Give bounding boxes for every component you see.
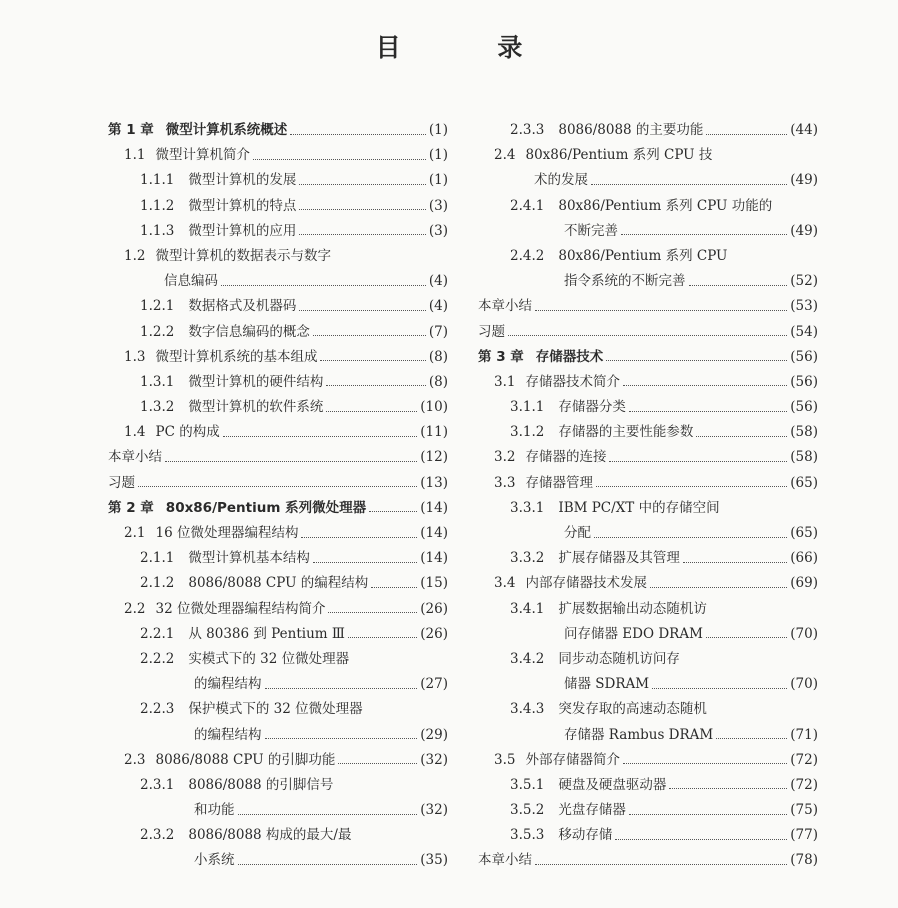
dot-leader: [265, 687, 418, 689]
toc-entry-number: 2.4.1: [510, 197, 545, 214]
toc-entry-number: 3.5.3: [510, 827, 545, 844]
toc-entry-number: 3.3.1: [510, 499, 545, 516]
toc-entry-page: (52): [790, 273, 818, 290]
toc-entry-label: 本章小结: [478, 852, 532, 869]
toc-entry-page: (26): [420, 625, 448, 642]
toc-entry[interactable]: [478, 219, 818, 244]
toc-entry[interactable]: [108, 219, 448, 244]
toc-entry-number: 3.5: [494, 751, 516, 768]
dot-leader: [683, 561, 787, 563]
toc-entry-label: 从 80386 到 Pentium Ⅲ: [188, 625, 345, 642]
toc-entry-label: 扩展数据输出动态随机访: [558, 600, 707, 617]
toc-entry-page: (78): [790, 852, 818, 869]
dot-leader: [369, 510, 417, 512]
toc-entry-label: 突发存取的高速动态随机: [558, 701, 707, 718]
toc-entry-page: (53): [790, 298, 818, 315]
dot-leader: [508, 334, 787, 336]
toc-entry-label: 存储器 Rambus DRAM: [564, 726, 714, 743]
toc-entry-label: 微型计算机系统的基本组成: [155, 348, 318, 365]
toc-entry-label: 微型计算机系统概述: [165, 122, 288, 138]
toc-entry-page: (1): [428, 172, 448, 189]
dot-leader: [594, 536, 787, 538]
dot-leader: [221, 284, 426, 286]
toc-entry-number: 2.3: [124, 751, 146, 768]
toc-entry-page: (56): [790, 399, 818, 416]
toc-entry-number: 第 3 章: [478, 348, 524, 365]
toc-entry-page: (3): [428, 222, 448, 239]
toc-entry[interactable]: [478, 798, 818, 823]
toc-entry[interactable]: [108, 597, 448, 622]
toc-entry-page: (77): [790, 827, 818, 844]
toc-entry-page: (14): [420, 525, 448, 541]
toc-entry[interactable]: [108, 848, 448, 873]
toc-entry[interactable]: [108, 168, 448, 193]
toc-entry-number: 1.2: [124, 247, 146, 264]
toc-entry[interactable]: [108, 294, 448, 319]
toc-entry-label: 实模式下的 32 位微处理器: [188, 650, 350, 667]
toc-entry-page: (65): [790, 525, 818, 541]
toc-entry-label: 微型计算机基本结构: [188, 550, 310, 567]
dot-leader: [328, 611, 417, 613]
toc-entry-number: 2.3.2: [140, 827, 175, 844]
toc-entry[interactable]: [108, 773, 448, 798]
toc-entry[interactable]: [108, 798, 448, 823]
toc-entry-label: 问存储器 EDO DRAM: [564, 625, 703, 642]
toc-entry-label: PC 的构成: [155, 424, 220, 441]
toc-entry-label: 和功能: [194, 802, 235, 819]
toc-entry[interactable]: [478, 445, 818, 470]
toc-entry-label: 习题: [478, 323, 505, 340]
toc-entry-number: 3.5.1: [510, 776, 545, 793]
toc-entry-page: (14): [420, 499, 448, 516]
toc-entry-number: 2.1.2: [140, 575, 175, 592]
toc-entry[interactable]: [108, 571, 448, 596]
toc-entry[interactable]: [478, 571, 818, 596]
dot-leader: [320, 359, 425, 361]
toc-entry[interactable]: [478, 647, 818, 672]
toc-entry-label: 微型计算机的发展: [188, 172, 297, 189]
toc-entry-page: (10): [420, 399, 448, 416]
toc-entry-page: (49): [790, 172, 818, 189]
toc-entry-page: (8): [428, 348, 448, 365]
toc-entry[interactable]: [108, 622, 448, 647]
dot-leader: [371, 586, 417, 588]
toc-entry-page: (70): [790, 625, 818, 642]
toc-entry-label: 80x86/Pentium 系列 CPU 技: [525, 147, 713, 164]
toc-entry-number: 3.5.2: [510, 802, 545, 819]
toc-entry-page: (14): [420, 550, 448, 567]
toc-entry-label: 32 位微处理器编程结构简介: [155, 600, 326, 617]
toc-entry-label: 硬盘及硬盘驱动器: [558, 776, 667, 793]
dot-leader: [299, 183, 426, 185]
dot-leader: [623, 384, 787, 386]
toc-entry-number: 2.3.3: [510, 122, 545, 138]
toc-entry[interactable]: [478, 748, 818, 773]
toc-right-column: [478, 118, 818, 874]
toc-entry-page: (49): [790, 222, 818, 239]
toc-entry-label: IBM PC/XT 中的存储空间: [558, 499, 720, 516]
toc-entry-label: 移动存储: [558, 827, 613, 844]
dot-leader: [290, 133, 426, 135]
toc-entry[interactable]: [478, 194, 818, 219]
toc-entry[interactable]: [108, 345, 448, 370]
toc-entry-label: 微型计算机的特点: [188, 197, 297, 214]
dot-leader: [313, 561, 417, 563]
toc-entry-label: 外部存储器简介: [525, 751, 620, 768]
page-title: 目 录: [375, 33, 567, 62]
toc-entry[interactable]: [478, 420, 818, 445]
toc-entry-label: 80x86/Pentium 系列 CPU: [558, 247, 728, 264]
dot-leader: [238, 813, 418, 815]
toc-entry[interactable]: [478, 597, 818, 622]
toc-entry-number: 3.1.1: [510, 399, 545, 416]
toc-entry-label: 光盘存储器: [558, 802, 626, 819]
toc-entry-label: 存储器管理: [525, 474, 593, 491]
toc-entry[interactable]: [108, 269, 448, 294]
toc-entry[interactable]: [108, 496, 448, 521]
toc-entry[interactable]: [108, 420, 448, 445]
dot-leader: [265, 737, 418, 739]
dot-leader: [706, 133, 787, 135]
toc-entry-label: 保护模式下的 32 位微处理器: [188, 701, 363, 718]
toc-entry-number: 第 2 章: [108, 499, 154, 516]
toc-entry-number: 1.3: [124, 348, 146, 365]
toc-entry-label: 8086/8088 的主要功能: [558, 122, 704, 138]
toc-entry-page: (72): [790, 751, 818, 768]
toc-entry-number: 1.3.2: [140, 399, 175, 416]
toc-entry-number: 2.2.3: [140, 701, 175, 718]
toc-entry-page: (69): [790, 575, 818, 592]
toc-entry[interactable]: [108, 445, 448, 470]
toc-entry-page: (75): [790, 802, 818, 819]
toc-entry-label: 8086/8088 CPU 的编程结构: [188, 575, 369, 592]
dot-leader: [591, 183, 787, 185]
toc-entry-label: 储器 SDRAM: [564, 676, 650, 693]
dot-leader: [138, 485, 417, 487]
toc-entry[interactable]: [478, 546, 818, 571]
toc-entry[interactable]: [478, 320, 818, 345]
toc-entry-page: (13): [420, 474, 448, 491]
toc-entry[interactable]: [478, 773, 818, 798]
toc-entry[interactable]: [478, 269, 818, 294]
toc-entry-label: 存储器技术: [535, 348, 604, 365]
toc-entry[interactable]: [478, 244, 818, 269]
toc-entry[interactable]: [108, 521, 448, 546]
dot-leader: [596, 485, 787, 487]
dot-leader: [696, 435, 787, 437]
toc-entry-page: (44): [790, 122, 818, 138]
toc-entry-label: 微型计算机的硬件结构: [188, 373, 324, 390]
toc-entry-label: 微型计算机的软件系统: [188, 399, 324, 416]
dot-leader: [326, 410, 417, 412]
dot-leader: [535, 309, 787, 311]
dot-leader: [716, 737, 787, 739]
toc-entry-number: 2.1.1: [140, 550, 175, 567]
dot-leader: [629, 813, 787, 815]
toc-entry[interactable]: [108, 194, 448, 219]
toc-entry[interactable]: [108, 823, 448, 848]
toc-entry-page: (1): [428, 147, 448, 164]
toc-entry-label: 8086/8088 的引脚信号: [188, 776, 334, 793]
toc-entry[interactable]: [478, 823, 818, 848]
toc-entry-number: 1.1: [124, 147, 146, 164]
toc-entry[interactable]: [478, 294, 818, 319]
toc-entry[interactable]: [478, 496, 818, 521]
toc-entry[interactable]: [108, 546, 448, 571]
toc-entry[interactable]: [108, 748, 448, 773]
toc-entry-number: 2.2.2: [140, 650, 175, 667]
dot-leader: [706, 636, 787, 638]
dot-leader: [621, 233, 787, 235]
toc-entry[interactable]: [478, 143, 818, 168]
toc-entry[interactable]: [478, 672, 818, 697]
toc-entry-page: (4): [428, 273, 448, 290]
dot-leader: [652, 687, 787, 689]
dot-leader: [338, 762, 417, 764]
toc-entry[interactable]: [108, 143, 448, 168]
toc-entry-label: 微型计算机简介: [155, 147, 250, 164]
toc-entry-page: (11): [420, 424, 448, 441]
toc-entry-label: 存储器技术简介: [525, 373, 620, 390]
toc-entry-number: 2.1: [124, 525, 146, 541]
toc-entry-page: (56): [790, 348, 818, 365]
dot-leader: [299, 233, 426, 235]
toc-entry[interactable]: [478, 723, 818, 748]
toc-entry-page: (56): [790, 373, 818, 390]
toc-entry-number: 3.4: [494, 575, 516, 592]
toc-entry-number: 1.2.2: [140, 323, 175, 340]
toc-entry[interactable]: [108, 395, 448, 420]
toc-entry-label: 的编程结构: [194, 726, 262, 743]
toc-entry-label: 扩展存储器及其管理: [558, 550, 680, 567]
toc-entry-label: 本章小结: [478, 298, 532, 315]
dot-leader: [223, 435, 418, 437]
toc-entry[interactable]: [108, 370, 448, 395]
toc-entry-label: 8086/8088 构成的最大/最: [188, 827, 352, 844]
toc-entry-page: (1): [428, 122, 448, 138]
toc-entry-label: 信息编码: [164, 273, 218, 290]
dot-leader: [606, 359, 787, 361]
toc-entry-number: 2.3.1: [140, 776, 175, 793]
dot-leader: [609, 460, 787, 462]
toc-entry-page: (29): [420, 726, 448, 743]
toc-entry-page: (7): [428, 323, 448, 340]
dot-leader: [348, 636, 417, 638]
toc-entry[interactable]: [478, 345, 818, 370]
toc-entry-number: 1.1.1: [140, 172, 175, 189]
toc-entry-label: 术的发展: [534, 172, 588, 189]
toc-entry-label: 存储器的连接: [525, 449, 607, 466]
toc-entry-page: (8): [428, 373, 448, 390]
toc-entry[interactable]: [108, 118, 448, 143]
toc-entry-label: 分配: [564, 525, 591, 541]
toc-entry-label: 80x86/Pentium 系列 CPU 功能的: [558, 197, 773, 214]
toc-entry[interactable]: [478, 168, 818, 193]
dot-leader: [301, 536, 417, 538]
toc-entry-page: (32): [420, 802, 448, 819]
dot-leader: [299, 208, 426, 210]
dot-leader: [669, 787, 787, 789]
toc-entry-number: 2.2: [124, 600, 146, 617]
toc-entry-page: (27): [420, 676, 448, 693]
toc-entry-number: 3.1: [494, 373, 516, 390]
dot-leader: [615, 838, 787, 840]
toc-entry-label: 指令系统的不断完善: [564, 273, 686, 290]
toc-entry-page: (12): [420, 449, 448, 466]
toc-entry-number: 1.2.1: [140, 298, 175, 315]
toc-entry[interactable]: [478, 395, 818, 420]
toc-entry-label: 本章小结: [108, 449, 162, 466]
dot-leader: [623, 762, 787, 764]
dot-leader: [535, 863, 787, 865]
toc-entry[interactable]: [478, 370, 818, 395]
toc-entry-page: (58): [790, 424, 818, 441]
toc-entry-label: 8086/8088 CPU 的引脚功能: [155, 751, 336, 768]
toc-entry-label: 同步动态随机访问存: [558, 650, 680, 667]
toc-entry-label: 内部存储器技术发展: [525, 575, 647, 592]
toc-entry-page: (26): [420, 600, 448, 617]
toc-entry[interactable]: [478, 848, 818, 873]
dot-leader: [326, 384, 426, 386]
toc-entry[interactable]: [108, 697, 448, 722]
toc-entry-number: 1.4: [124, 424, 146, 441]
toc-entry-label: 数据格式及机器码: [188, 298, 297, 315]
toc-entry-page: (72): [790, 776, 818, 793]
toc-entry-page: (32): [420, 751, 448, 768]
toc-entry-number: 第 1 章: [108, 122, 154, 138]
toc-entry[interactable]: [108, 320, 448, 345]
toc-entry-label: 微型计算机的应用: [188, 222, 297, 239]
toc-entry-label: 不断完善: [564, 222, 618, 239]
toc-entry-page: (15): [420, 575, 448, 592]
toc-entry-label: 数字信息编码的概念: [188, 323, 310, 340]
toc-entry[interactable]: [108, 723, 448, 748]
toc-entry-label: 微型计算机的数据表示与数字: [155, 247, 331, 264]
toc-entry-number: 3.3: [494, 474, 516, 491]
toc-entry-number: 3.4.2: [510, 650, 545, 667]
dot-leader: [165, 460, 417, 462]
toc-entry-label: 存储器的主要性能参数: [558, 424, 694, 441]
toc-entry[interactable]: [478, 697, 818, 722]
dot-leader: [689, 284, 788, 286]
toc-entry-label: 的编程结构: [194, 676, 262, 693]
toc-entry-label: 16 位微处理器编程结构: [155, 525, 299, 541]
toc-entry-page: (58): [790, 449, 818, 466]
toc-entry-page: (65): [790, 474, 818, 491]
toc-entry-number: 2.2.1: [140, 625, 175, 642]
toc-entry[interactable]: [478, 622, 818, 647]
toc-entry-page: (70): [790, 676, 818, 693]
dot-leader: [238, 863, 418, 865]
toc-entry-page: (4): [428, 298, 448, 315]
toc-entry[interactable]: [108, 672, 448, 697]
toc-entry-page: (3): [428, 197, 448, 214]
toc-entry-page: (66): [790, 550, 818, 567]
toc-entry[interactable]: [478, 118, 818, 143]
toc-left-column: [108, 118, 448, 874]
toc-entry-page: (35): [420, 852, 448, 869]
dot-leader: [299, 309, 426, 311]
toc-entry-number: 1.3.1: [140, 373, 175, 390]
toc-entry-number: 2.4.2: [510, 247, 545, 264]
toc-entry[interactable]: [478, 521, 818, 546]
toc-entry-number: 1.1.3: [140, 222, 175, 239]
dot-leader: [253, 158, 426, 160]
toc-entry-number: 3.1.2: [510, 424, 545, 441]
toc-entry-number: 2.4: [494, 147, 516, 164]
toc-entry-label: 小系统: [194, 852, 235, 869]
toc-entry[interactable]: [108, 647, 448, 672]
toc-entry[interactable]: [108, 244, 448, 269]
toc-entry-label: 80x86/Pentium 系列微处理器: [165, 499, 367, 516]
dot-leader: [313, 334, 426, 336]
toc-entry-number: 3.4.3: [510, 701, 545, 718]
toc-entry-number: 3.4.1: [510, 600, 545, 617]
toc-entry-page: (54): [790, 323, 818, 340]
toc-entry-number: 3.3.2: [510, 550, 545, 567]
toc-entry-label: 存储器分类: [558, 399, 626, 416]
toc-entry[interactable]: [478, 471, 818, 496]
dot-leader: [650, 586, 787, 588]
toc-entry-number: 1.1.2: [140, 197, 175, 214]
toc-entry[interactable]: [108, 471, 448, 496]
toc-entry-number: 3.2: [494, 449, 516, 466]
toc-entry-label: 习题: [108, 474, 135, 491]
dot-leader: [629, 410, 787, 412]
toc-entry-page: (71): [790, 726, 818, 743]
